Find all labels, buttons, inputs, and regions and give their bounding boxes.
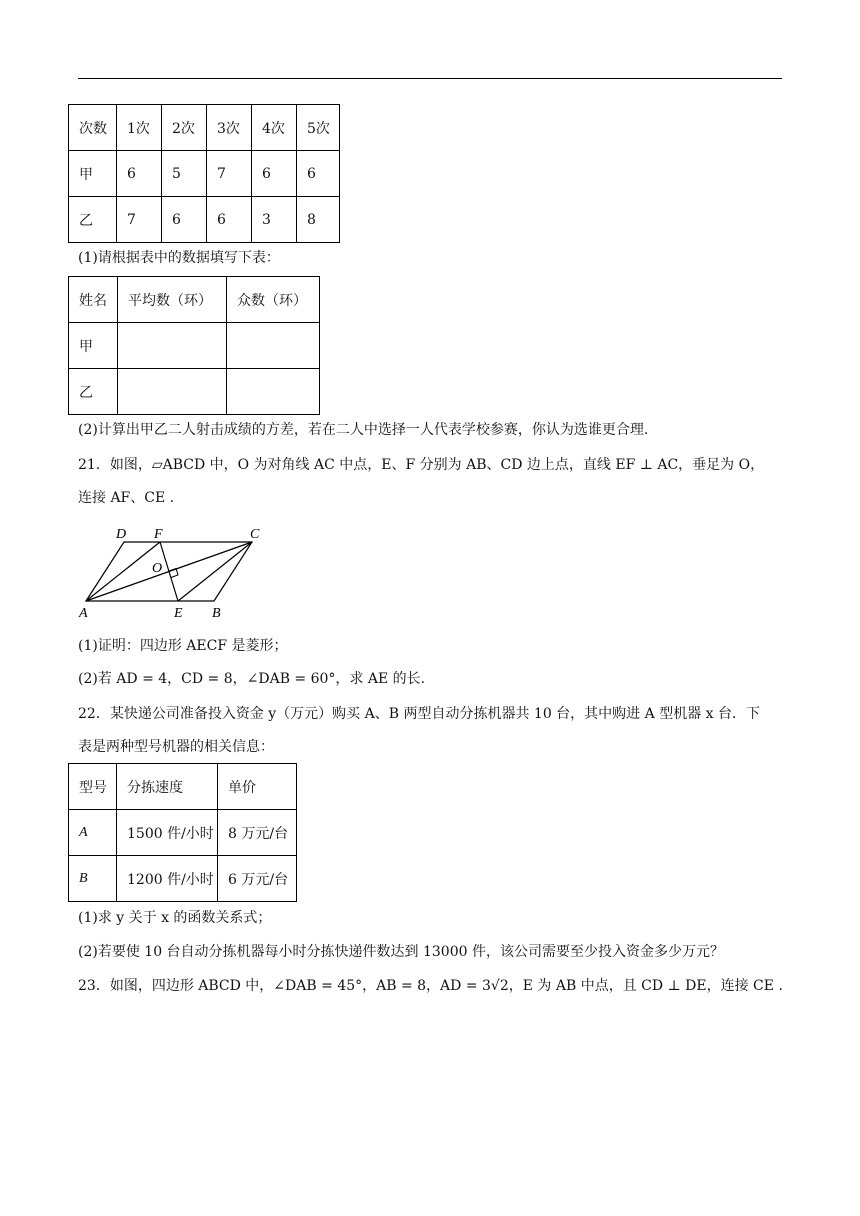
table-cell: 6: [117, 151, 162, 197]
shooting-scores-table: [68, 104, 340, 243]
q22-part2: (2)若要使 10 台自动分拣机器每小时分拣快递件数达到 13000 件，该公司需要至少投入资金多少万元？: [78, 944, 724, 960]
label-o: O: [152, 561, 163, 576]
table-cell: [118, 323, 227, 369]
table-row: [69, 197, 340, 243]
label-c: C: [250, 527, 260, 542]
q22-text-line2: 表是两种型号机器的相关信息：: [78, 739, 274, 755]
table-cell: 1200 件/小时: [117, 856, 218, 902]
table-cell: 1500 件/小时: [117, 810, 218, 856]
table-row: [69, 323, 320, 369]
table-cell: 7: [207, 151, 252, 197]
q21-part2: (2)若 AD = 4，CD = 8，∠DAB = 60°，求 AE 的长.: [78, 671, 426, 687]
table-cell: 分拣速度: [117, 764, 218, 810]
stats-fill-table: [68, 276, 320, 415]
table-cell: 6: [162, 197, 207, 243]
segment-ef: [160, 542, 178, 601]
q23-text-line1: 23．如图，四边形 ABCD 中，∠DAB = 45°，AB = 8，AD = 3√2，E 为 AB 中点，且 CD ⊥ DE，连接 CE .: [78, 978, 783, 994]
table-cell: 型号: [69, 764, 117, 810]
table-row: [69, 151, 340, 197]
label-d: D: [116, 527, 127, 542]
table-cell: [118, 369, 227, 415]
segment-ce: [178, 542, 252, 601]
table-row: [69, 369, 320, 415]
table-row: [69, 856, 297, 902]
table-cell: 4次: [252, 105, 297, 151]
label-f: F: [154, 527, 163, 542]
table-cell: 平均数（环）: [118, 277, 227, 323]
table-cell: 乙: [69, 197, 117, 243]
q22-text-line1: 22．某快递公司准备投入资金 y（万元）购买 A、B 两型自动分拣机器共 10 台，其中购进 A 型机器 x 台．下: [78, 706, 760, 722]
table-cell: 5次: [297, 105, 340, 151]
table-cell: 甲: [69, 323, 118, 369]
table-cell: 6: [297, 151, 340, 197]
table-cell: 次数: [69, 105, 117, 151]
segment-af: [86, 542, 163, 601]
table-cell: 5: [162, 151, 207, 197]
table-cell: 7: [117, 197, 162, 243]
label-b: B: [212, 606, 221, 621]
label-e: E: [174, 606, 183, 621]
table-cell: 8 万元/台: [218, 810, 297, 856]
table-cell: 6: [207, 197, 252, 243]
table-cell: [227, 323, 320, 369]
machine-info-table: [68, 763, 297, 902]
table-cell: 8: [297, 197, 340, 243]
parallelogram-figure: [74, 522, 274, 622]
q21-text-line2: 连接 AF、CE .: [78, 490, 175, 506]
table-header-row: [69, 105, 340, 151]
q21-part1: (1)证明：四边形 AECF 是菱形；: [78, 638, 288, 654]
table-cell: 1次: [117, 105, 162, 151]
table-row: [69, 810, 297, 856]
table-cell: 6 万元/台: [218, 856, 297, 902]
table-cell: A: [69, 810, 117, 856]
table-cell: [227, 369, 320, 415]
q21-text-line1: 21．如图，▱ABCD 中，O 为对角线 AC 中点，E、F 分别为 AB、CD 边上点，直线 EF ⊥ AC，垂足为 O，: [78, 457, 765, 473]
table-cell: 2次: [162, 105, 207, 151]
table-cell: 6: [252, 151, 297, 197]
q20-part1: (1)请根据表中的数据填写下表：: [78, 250, 280, 266]
table-cell: 单价: [218, 764, 297, 810]
table-cell: 姓名: [69, 277, 118, 323]
table-cell: 乙: [69, 369, 118, 415]
table-cell: 甲: [69, 151, 117, 197]
q20-part2: (2)计算出甲乙二人射击成绩的方差，若在二人中选择一人代表学校参赛，你认为选谁更合理.: [78, 422, 649, 438]
table-header-row: [69, 764, 297, 810]
table-cell: 3: [252, 197, 297, 243]
header-rule: [78, 78, 782, 79]
q22-part1: (1)求 y 关于 x 的函数关系式；: [78, 910, 272, 926]
label-a: A: [79, 606, 88, 621]
table-cell: 3次: [207, 105, 252, 151]
table-cell: B: [69, 856, 117, 902]
table-cell: 众数（环）: [227, 277, 320, 323]
table-header-row: [69, 277, 320, 323]
